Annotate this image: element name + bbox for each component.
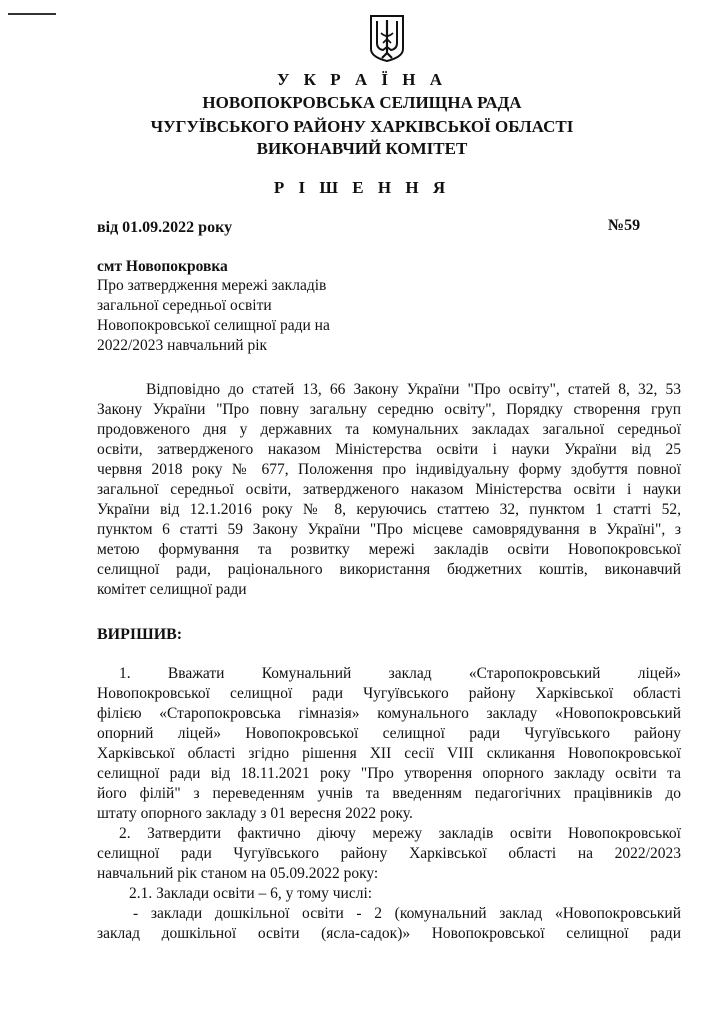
preamble-line: Відповідно до статей 13, 66 Закону України "Про освіту", статей 8, 32, 53 [146, 381, 681, 398]
preamble-line: продовженого дня у державних та комунальних закладах загальної середньої [97, 421, 681, 438]
document-type-title: Р І Ш Е Н Н Я [273, 178, 451, 197]
preamble-line: комітет селищної ради [97, 581, 247, 598]
subject-line: Про затвердження мережі закладів [97, 277, 327, 294]
subject-line: загальної середньої освіти [97, 297, 272, 314]
preamble-line: метою формування та розвитку мережі закладів освіти Новопокровської [97, 541, 681, 558]
trident-emblem-icon [368, 13, 406, 63]
decision-subject [97, 276, 427, 356]
item-1-line: Харківської області згідно рішення XII сесії VIII скликання Новопокровської [97, 745, 681, 762]
preamble-line: пунктом 6 статті 59 Закону України "Про місцеве самоврядування в Україні", з [97, 521, 681, 538]
item-2-line: 2. Затвердити фактично діючу мережу закладів освіти Новопокровської [119, 825, 681, 842]
item-2-line: селищної ради Чугуївського району Харківської області на 2022/2023 [97, 845, 681, 862]
decision-number: №59 [608, 217, 641, 234]
council-title: НОВОПОКРОВСЬКА СЕЛИЩНА РАДА [202, 93, 522, 112]
preamble-paragraph [97, 380, 681, 600]
decision-items [97, 664, 681, 944]
subject-line: Новопокровської селищної ради на [97, 317, 330, 334]
preamble-line: селищної ради, раціонального використання бюджетних коштів, виконавчий [97, 561, 681, 578]
preamble-line: України від 12.1.2016 року № 8, керуючись статтею 32, пунктом 1 статті 52, [97, 501, 681, 518]
item-1-line: філією «Старопокровська гімназія» комунального закладу «Новопокровський [97, 705, 681, 722]
settlement-name: смт Новопокровка [97, 258, 228, 275]
item-1-line: 1. Вважати Комунальний заклад «Старопокровський ліцей» [119, 665, 681, 682]
preamble-line: Закону України "Про повну загальну середню освіту", Порядку створення груп [97, 401, 681, 418]
item-2-line: навчальний рік станом на 05.09.2022 року: [97, 865, 379, 882]
district-title: ЧУГУЇВСЬКОГО РАЙОНУ ХАРКІВСЬКОЇ ОБЛАСТІ [150, 117, 574, 136]
preamble-line: червня 2018 року № 677, Положення про індивідуальну форму здобуття повної [97, 461, 681, 478]
preamble-line: освіти, затвердженого наказом Міністерства освіти і науки України від 25 [97, 441, 681, 458]
item-1-line: селищної ради від 18.11.2021 року "Про утворення опорного закладу освіти та [97, 765, 681, 782]
subject-line: 2022/2023 навчальний рік [97, 337, 268, 354]
decided-heading: ВИРІШИВ: [97, 626, 183, 643]
item-2-1-line: заклад дошкільної освіти (ясла-садок)» Новопокровської селищної ради [97, 925, 681, 942]
item-1-line: Новопокровської селищної ради Чугуївського району Харківської області [97, 685, 681, 702]
item-2-1-line: - заклади дошкільної освіти - 2 (комунальний заклад «Новопокровський [133, 905, 681, 922]
preamble-line: загальної середньої освіти, затвердженого наказом Міністерства освіти і науки [97, 481, 681, 498]
country-title: У К Р А Ї Н А [276, 70, 448, 89]
item-1-line: опорний ліцей» Новопокровської селищної ради Чугуївського району [97, 725, 681, 742]
decision-date: від 01.09.2022 року [97, 219, 233, 236]
scan-mark [8, 13, 56, 15]
item-2-1-line: 2.1. Заклади освіти – 6, у тому числі: [129, 885, 373, 902]
item-1-line: його філій" з переведенням учнів та введенням педагогічних працівників до [97, 785, 681, 802]
item-1-line: штату опорного закладу з 01 вересня 2022 року. [97, 805, 413, 822]
committee-title: ВИКОНАВЧИЙ КОМІТЕТ [256, 139, 468, 158]
